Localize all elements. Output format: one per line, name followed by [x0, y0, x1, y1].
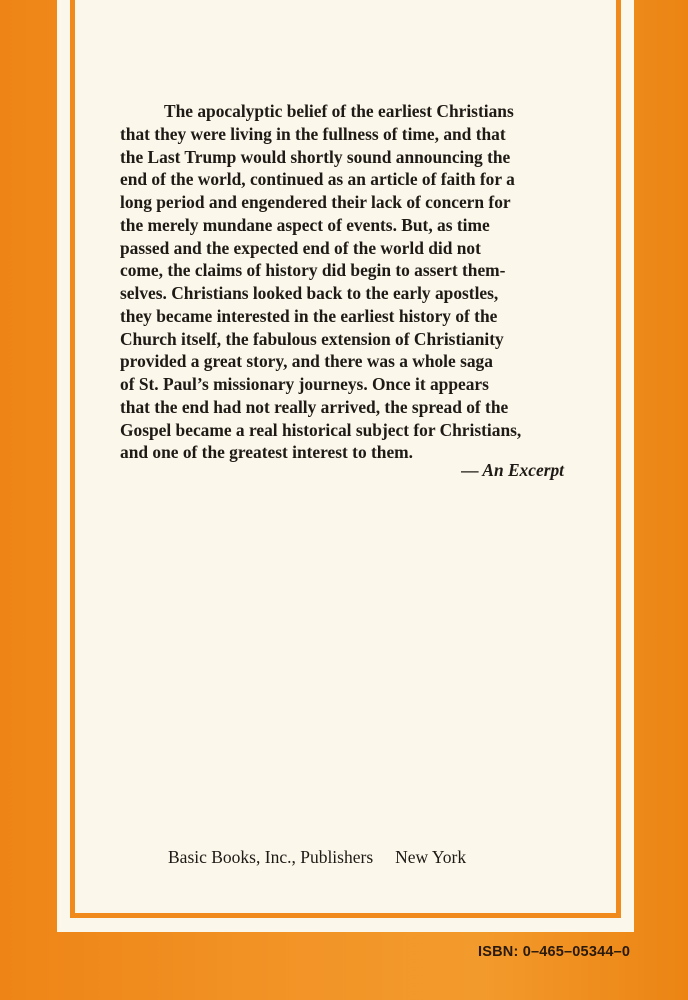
publisher-name: Basic Books, Inc., Publishers [168, 847, 374, 867]
excerpt-line: Church itself, the fabulous extension of Christianity [120, 328, 504, 349]
excerpt-line: end of the world, continued as an article of faith for a [120, 169, 515, 190]
excerpt-line: The apocalyptic belief of the earliest Christians [164, 101, 514, 121]
excerpt-line: and one of the greatest interest to them. [120, 442, 414, 463]
excerpt-line: that the end had not really arrived, the spread of the [120, 396, 509, 417]
excerpt-line: provided a great story, and there was a whole saga [120, 351, 493, 372]
excerpt-line: the Last Trump would shortly sound announcing the [120, 146, 511, 167]
excerpt-line: passed and the expected end of the world did not [120, 237, 481, 258]
excerpt-attribution: — An Excerpt [461, 460, 564, 480]
excerpt-line: the merely mundane aspect of events. But, as time [120, 214, 490, 235]
excerpt-line: Gospel became a real historical subject for Christians, [120, 419, 522, 440]
excerpt-line: come, the claims of history did begin to assert them- [120, 260, 506, 281]
publisher-city: New York [395, 847, 467, 867]
excerpt-line: they became interested in the earliest history of the [120, 305, 498, 326]
excerpt-line: that they were living in the fullness of time, and that [120, 123, 506, 144]
isbn-number: ISBN: 0–465–05344–0 [478, 944, 631, 960]
excerpt-line: selves. Christians looked back to the early apostles, [120, 283, 499, 303]
excerpt-line: of St. Paul’s missionary journeys. Once it appears [120, 374, 489, 394]
excerpt-paragraph [120, 100, 570, 464]
excerpt-line: long period and engendered their lack of concern for [120, 192, 511, 212]
publisher-imprint [168, 847, 466, 868]
